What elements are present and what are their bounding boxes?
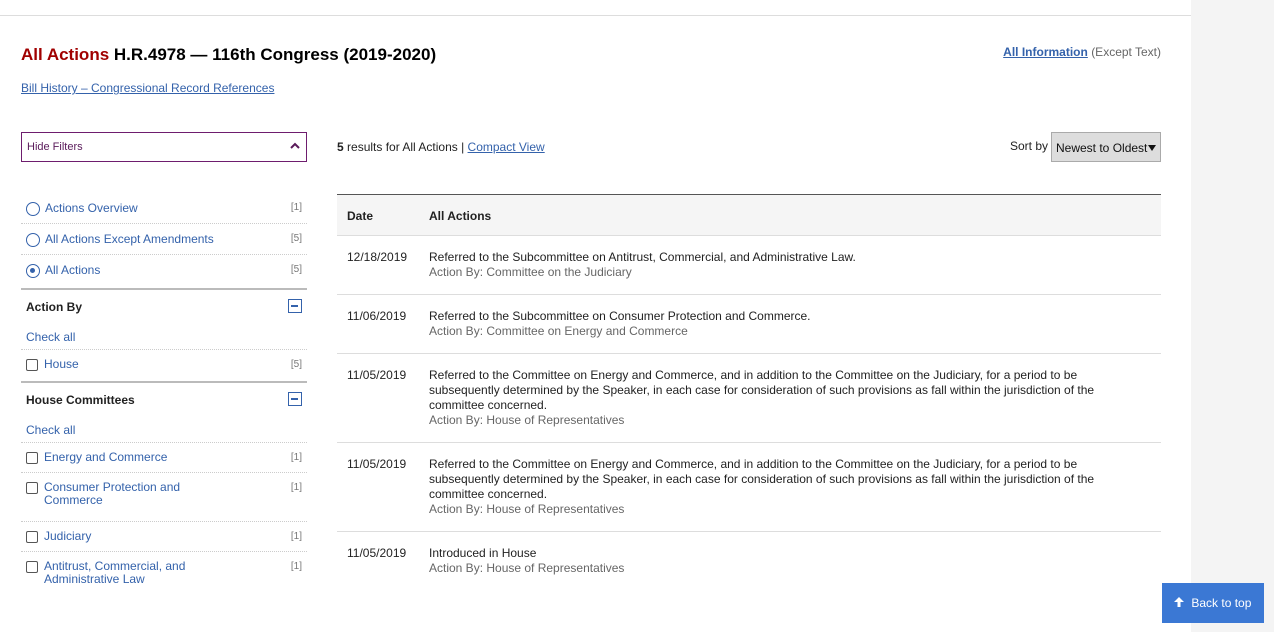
bill-history-link[interactable]: Bill History – Congressional Record References xyxy=(21,81,275,95)
view-option-label[interactable]: All Actions Except Amendments xyxy=(45,232,214,246)
filter-item-count: [1] xyxy=(290,452,302,463)
checkbox[interactable] xyxy=(26,359,38,371)
arrow-up-icon xyxy=(1174,597,1184,607)
filter-item-energy-and-commerce[interactable] xyxy=(21,443,307,473)
row-date: 12/18/2019 xyxy=(347,250,408,264)
house-committees-check-all[interactable]: Check all xyxy=(21,417,307,443)
checkbox[interactable] xyxy=(26,482,38,494)
table-row xyxy=(337,532,1161,590)
row-date: 11/05/2019 xyxy=(347,368,407,382)
back-to-top-button[interactable] xyxy=(1162,583,1264,623)
filter-item-house[interactable] xyxy=(21,350,307,379)
radio-selected-icon[interactable] xyxy=(26,264,40,278)
table-row xyxy=(337,295,1161,354)
house-committees-heading xyxy=(21,393,307,417)
view-option-except-amendments[interactable] xyxy=(21,224,307,255)
hide-filters-button[interactable] xyxy=(21,132,307,162)
row-date: 11/06/2019 xyxy=(347,309,407,323)
row-action-by: Action By: Committee on Energy and Commerce xyxy=(429,324,688,338)
view-option-all-actions[interactable] xyxy=(21,255,307,286)
sort-label: Sort by xyxy=(1010,139,1049,153)
column-header-date: Date xyxy=(347,209,374,223)
table-header xyxy=(337,195,1161,236)
compact-view-link[interactable]: Compact View xyxy=(467,140,545,154)
page-title-lead: All Actions xyxy=(21,45,110,64)
house-committees-section xyxy=(21,381,307,594)
filter-item-label[interactable]: Consumer Protection and Commerce xyxy=(44,480,181,507)
row-action-by: Action By: House of Representatives xyxy=(429,502,625,516)
top-bar xyxy=(0,0,1191,16)
view-option-count: [1] xyxy=(290,202,302,213)
filter-item-label[interactable]: Antitrust, Commercial, and Administrative Law xyxy=(44,559,186,586)
radio-icon[interactable] xyxy=(26,202,40,216)
table-row xyxy=(337,354,1161,443)
view-option-label[interactable]: All Actions xyxy=(45,263,101,277)
row-action-by: Action By: House of Representatives xyxy=(429,413,625,427)
row-action-text: Referred to the Committee on Energy and Commerce, and in addition to the Committee on the Judiciary, for a period to be subsequently determined by the Speaker, in each case for consideration of such provisions as fall within the jurisdiction of the committee concerned. xyxy=(429,457,1095,501)
results-text: results for All Actions | xyxy=(347,140,465,154)
back-to-top-label: Back to top xyxy=(1191,596,1252,610)
filter-item-consumer-protection[interactable] xyxy=(21,473,307,522)
filter-item-count: [1] xyxy=(290,531,302,542)
all-information-suffix: (Except Text) xyxy=(1091,45,1161,59)
chevron-up-icon xyxy=(290,141,300,151)
row-action-by: Action By: Committee on the Judiciary xyxy=(429,265,632,279)
results-summary xyxy=(337,140,545,154)
row-date: 11/05/2019 xyxy=(347,457,407,471)
checkbox[interactable] xyxy=(26,452,38,464)
sort-selected-value: Newest to Oldest xyxy=(1056,141,1148,155)
filter-item-label[interactable]: House xyxy=(44,357,79,371)
row-action-by: Action By: House of Representatives xyxy=(429,561,625,575)
collapse-icon[interactable] xyxy=(288,392,302,406)
table-row xyxy=(337,236,1161,295)
view-option-actions-overview[interactable] xyxy=(21,193,307,224)
right-gutter xyxy=(1191,0,1274,632)
action-by-heading xyxy=(21,300,307,324)
row-date: 11/05/2019 xyxy=(347,546,407,560)
checkbox[interactable] xyxy=(26,561,38,573)
sort-select[interactable] xyxy=(1051,132,1161,162)
page-title-bill: H.R.4978 — 116th Congress (2019-2020) xyxy=(113,45,437,64)
column-header-actions: All Actions xyxy=(429,209,492,223)
results-count: 5 xyxy=(337,140,344,154)
action-by-check-all[interactable]: Check all xyxy=(21,324,307,350)
filter-item-antitrust[interactable] xyxy=(21,552,307,594)
hide-filters-label: Hide Filters xyxy=(27,141,83,153)
view-options xyxy=(21,193,307,286)
table-row xyxy=(337,443,1161,532)
all-information-link[interactable]: All Information xyxy=(1003,45,1088,59)
collapse-icon[interactable] xyxy=(288,299,302,313)
house-committees-heading-text: House Committees xyxy=(26,393,135,407)
filter-item-label[interactable]: Energy and Commerce xyxy=(44,450,168,464)
row-action-text: Introduced in House xyxy=(429,546,537,560)
row-action-text: Referred to the Subcommittee on Antitrust, Commercial, and Administrative Law. xyxy=(429,250,856,264)
page-title xyxy=(21,45,436,65)
filter-item-count: [1] xyxy=(290,561,302,572)
chevron-down-icon xyxy=(1148,145,1156,151)
filter-sidebar xyxy=(21,193,307,594)
actions-table xyxy=(337,194,1161,590)
checkbox[interactable] xyxy=(26,531,38,543)
filter-item-label[interactable]: Judiciary xyxy=(44,529,92,543)
action-by-section xyxy=(21,288,307,379)
radio-icon[interactable] xyxy=(26,233,40,247)
all-information xyxy=(1003,45,1161,59)
filter-item-judiciary[interactable] xyxy=(21,522,307,552)
action-by-heading-text: Action By xyxy=(26,300,83,314)
view-option-count: [5] xyxy=(290,264,302,275)
filter-item-count: [1] xyxy=(290,482,302,493)
view-option-label[interactable]: Actions Overview xyxy=(45,201,138,215)
row-action-text: Referred to the Committee on Energy and Commerce, and in addition to the Committee on the Judiciary, for a period to be subsequently determined by the Speaker, in each case for consideration of such provisions as fall within the jurisdiction of the committee concerned. xyxy=(429,368,1095,412)
view-option-count: [5] xyxy=(290,233,302,244)
filter-item-count: [5] xyxy=(290,359,302,370)
row-action-text: Referred to the Subcommittee on Consumer Protection and Commerce. xyxy=(429,309,811,323)
